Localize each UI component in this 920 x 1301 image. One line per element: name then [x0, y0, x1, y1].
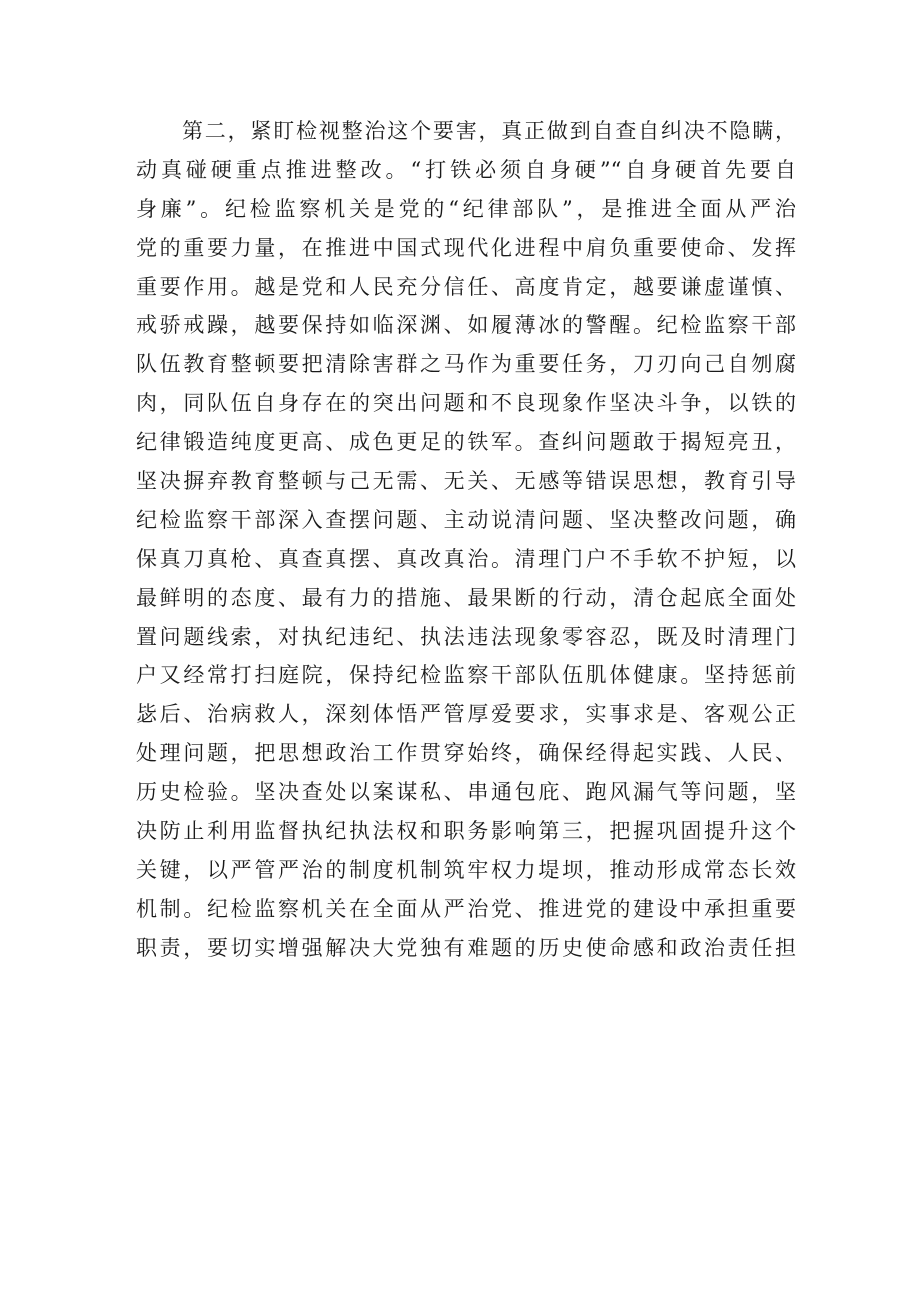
paragraph-line: 动真碰硬重点推进整改。“打铁必须自身硬”“自身硬首先要自 [136, 157, 796, 182]
paragraph-line: 肉，同队伍自身存在的突出问题和不良现象作坚决斗争，以铁的 [136, 391, 796, 416]
paragraph-line: 职责，要切实增强解决大党独有难题的历史使命感和政治责任担 [136, 935, 796, 960]
paragraph-line: 户又经常打扫庭院，保持纪检监察干部队伍肌体健康。坚持惩前 [136, 663, 796, 688]
paragraph-line: 最鲜明的态度、最有力的措施、最果断的行动，清仓起底全面处 [136, 585, 796, 610]
body-paragraph [136, 112, 796, 968]
paragraph-line: 坚决摒弃教育整顿与己无需、无关、无感等错误思想，教育引导 [136, 469, 796, 494]
paragraph-line: 队伍教育整顿要把清除害群之马作为重要任务，刀刃向己自刎腐 [136, 352, 796, 377]
paragraph-line: 身廉”。纪检监察机关是党的“纪律部队”，是推进全面从严治 [136, 196, 796, 221]
paragraph-line: 纪检监察干部深入查摆问题、主动说清问题、坚决整改问题，确 [136, 507, 796, 532]
paragraph-line: 关键，以严管严治的制度机制筑牢权力堤坝，推动形成常态长效 [136, 857, 796, 882]
paragraph-line: 保真刀真枪、真查真摆、真改真治。清理门户不手软不护短，以 [136, 546, 796, 571]
paragraph-line: 处理问题，把思想政治工作贯穿始终，确保经得起实践、人民、 [136, 741, 796, 766]
paragraph-line: 历史检验。坚决查处以案谋私、串通包庇、跑风漏气等问题，坚 [136, 780, 796, 805]
paragraph-line: 党的重要力量，在推进中国式现代化进程中肩负重要使命、发挥 [136, 235, 796, 260]
paragraph-line: 戒骄戒躁，越要保持如临深渊、如履薄冰的警醒。纪检监察干部 [136, 313, 796, 338]
paragraph-line: 第二，紧盯检视整治这个要害，真正做到自查自纠决不隐瞒， [182, 119, 796, 143]
paragraph-line: 置问题线索，对执纪违纪、执法违法现象零容忍，既及时清理门 [136, 624, 796, 649]
paragraph-line: 机制。纪检监察机关在全面从严治党、推进党的建设中承担重要 [136, 896, 796, 921]
paragraph-line: 重要作用。越是党和人民充分信任、高度肯定，越要谦虚谨慎、 [136, 274, 796, 299]
paragraph-line: 纪律锻造纯度更高、成色更足的铁军。查纠问题敢于揭短亮丑， [136, 430, 796, 455]
paragraph-line: 毖后、治病救人，深刻体悟严管厚爱要求，实事求是、客观公正 [136, 702, 796, 727]
paragraph-line: 决防止利用监督执纪执法权和职务影响第三，把握巩固提升这个 [136, 819, 796, 844]
